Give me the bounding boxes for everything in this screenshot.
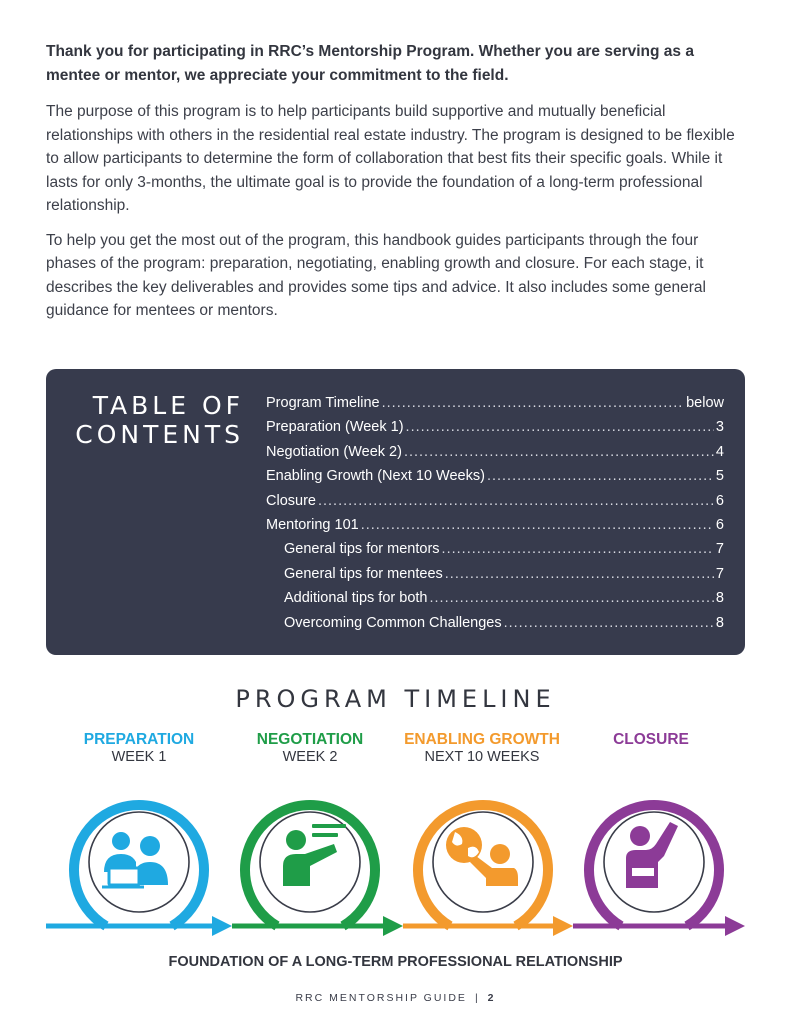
toc-entry-page: 8 <box>715 590 724 607</box>
toc-entry-page: 6 <box>715 492 724 509</box>
toc-list <box>266 391 724 635</box>
globe-person-icon <box>446 827 518 886</box>
toc-entry-tips-both[interactable] <box>266 586 724 610</box>
toc-entry-label: Preparation (Week 1) <box>266 419 404 436</box>
presenter-icon <box>283 824 346 886</box>
toc-entry-page: 7 <box>715 541 724 558</box>
toc-entry-label: General tips for mentors <box>284 541 440 558</box>
toc-entry-page: 6 <box>715 516 724 533</box>
toc-leader-dots <box>429 586 713 610</box>
toc-entry-label: Negotiation (Week 2) <box>266 443 402 460</box>
toc-leader-dots <box>504 611 714 635</box>
toc-entry-mentoring-101[interactable] <box>266 513 724 537</box>
toc-entry-label: Additional tips for both <box>284 590 428 607</box>
toc-entry-enabling-growth[interactable] <box>266 464 724 488</box>
toc-entry-label: Closure <box>266 492 316 509</box>
phase-duration: WEEK 1 <box>111 749 167 765</box>
table-of-contents <box>46 369 745 655</box>
timeline-title: PROGRAM TIMELINE <box>235 685 556 713</box>
toc-leader-dots <box>406 415 714 439</box>
toc-entry-tips-mentors[interactable] <box>266 537 724 561</box>
toc-entry-common-challenges[interactable] <box>266 611 724 635</box>
timeline-graphic <box>0 770 791 945</box>
toc-entry-label: Mentoring 101 <box>266 516 359 533</box>
toc-entry-page: below <box>686 395 724 411</box>
toc-entry-label: Enabling Growth (Next 10 Weeks) <box>266 468 485 485</box>
phase-negotiation <box>225 731 395 765</box>
toc-title <box>46 391 244 449</box>
phase-duration: NEXT 10 WEEKS <box>424 749 540 765</box>
toc-entry-page: 5 <box>715 468 724 485</box>
toc-title-line-1: TABLE OF <box>92 391 244 420</box>
toc-entry-label: General tips for mentees <box>284 565 443 582</box>
footer-separator: | <box>474 992 480 1004</box>
toc-entry-page: 4 <box>715 443 724 460</box>
toc-entry-label: Program Timeline <box>266 395 380 411</box>
phase-name: PREPARATION <box>83 731 195 748</box>
toc-leader-dots <box>442 537 714 561</box>
page-footer <box>0 992 791 1004</box>
toc-leader-dots <box>487 464 714 488</box>
toc-entry-page: 8 <box>715 614 724 631</box>
phase-name: ENABLING GROWTH <box>404 731 560 748</box>
intro-section <box>46 40 746 334</box>
phase-closure <box>566 731 736 749</box>
toc-entry-tips-mentees[interactable] <box>266 562 724 586</box>
intro-paragraph-2: To help you get the most out of the program, this handbook guides participants through the four phases of the program: preparation, negotiating, enabling growth and closure. For each stage, it describes the key deliverables and provides some tips and advice. It also includes some general guidance for mentees or mentors. <box>46 231 706 319</box>
toc-title-line-2: CONTENTS <box>75 420 244 449</box>
toc-entry-label: Overcoming Common Challenges <box>284 614 502 631</box>
toc-leader-dots <box>382 391 684 415</box>
toc-leader-dots <box>445 562 714 586</box>
intro-paragraph-1: The purpose of this program is to help participants build supportive and mutually beneficial relationships with others in the residential real estate industry. The program is designed to be flexible to allow participants to determine the form of collaboration that best fits their specific goals. While it lasts for only 3-months, the ultimate goal is to provide the foundation of a long-term professional relationship. <box>46 103 735 214</box>
toc-leader-dots <box>361 513 714 537</box>
timeline-loop-closure <box>573 805 745 936</box>
intro-bold-text: Thank you for participating in RRC’s Mentorship Program. Whether you are serving as a mentee or mentor, we appreciate your commitment to the field. <box>46 43 694 84</box>
toc-entry-preparation[interactable] <box>266 415 724 439</box>
phase-preparation <box>54 731 224 765</box>
foundation-caption: FOUNDATION OF A LONG-TERM PROFESSIONAL RELATIONSHIP <box>168 954 623 970</box>
phase-enabling-growth <box>397 731 567 765</box>
raised-hand-person-icon <box>626 822 678 888</box>
toc-entry-negotiation[interactable] <box>266 440 724 464</box>
phase-duration: WEEK 2 <box>282 749 338 765</box>
toc-entry-page: 7 <box>715 565 724 582</box>
phase-name: NEGOTIATION <box>256 731 364 748</box>
toc-entry-closure[interactable] <box>266 489 724 513</box>
toc-entry-program-timeline[interactable] <box>266 391 724 415</box>
footer-label: RRC MENTORSHIP GUIDE <box>295 992 467 1004</box>
toc-leader-dots <box>404 440 714 464</box>
page-number: 2 <box>487 992 496 1004</box>
phase-name: CLOSURE <box>613 731 689 748</box>
toc-leader-dots <box>318 489 714 513</box>
mentor-mentee-laptop-icon <box>102 832 168 887</box>
toc-entry-page: 3 <box>715 419 724 436</box>
